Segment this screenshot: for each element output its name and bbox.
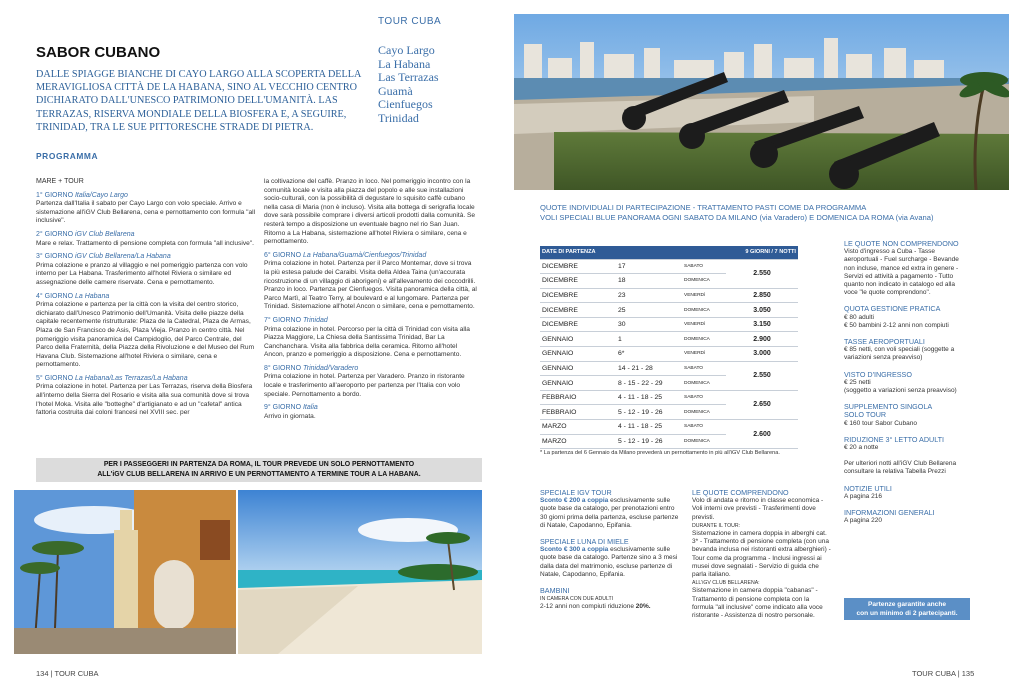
visto-note: (soggetto a variazioni senza preavviso) — [844, 387, 957, 395]
day-place: La Habana — [74, 292, 110, 300]
row-weekday: DOMENICA — [682, 376, 726, 391]
day-place: Trinidad — [302, 316, 328, 324]
day-text: la coltivazione del caffè. Pranzo in loco. Nel pomeriggio incontro con la comunità locale e visita alla piazza del popolo e alle sue installazioni socio-culturali, con la possibilità di degustare lo squisito caffè cubano nella casa di Maria (non è incluso). Visita alla bottega di serigrafia locale dove sarà possibile comprare i diversi articoli prodotti dalla comunità. Se resterà tempo a disposizione un eventuale bagno nel rio San Juan. Ritorno a La Habana, sistemazione all'hotel Riviera o similare, cena e pernottamento. — [264, 178, 476, 246]
price-row — [540, 303, 798, 318]
quote-header — [540, 203, 960, 222]
gestione-pratica-bambini: € 50 bambini 2-12 anni non compiuti — [844, 321, 949, 329]
gestione-pratica-adulti: € 80 adulti — [844, 313, 874, 321]
day-text: Prima colazione in hotel. Partenza per Varadero. Pranzo in ristorante locale e trasferimento all'aeroporto per partenza per l'Italia con volo speciale. Pernottamento a bordo. — [264, 373, 465, 398]
cities-list — [378, 44, 439, 125]
row-price: 2.650 — [726, 390, 798, 419]
visto-price: € 25 netti — [844, 378, 871, 386]
row-month: FEBBRAIO — [540, 390, 616, 405]
non-comprendono-title: LE QUOTE NON COMPRENDONO — [844, 239, 959, 248]
row-month: MARZO — [540, 434, 616, 449]
row-price: 2.600 — [726, 420, 798, 449]
bambini-percent: 20%. — [635, 603, 651, 611]
city-item: Cayo Largo — [378, 43, 435, 57]
row-weekday: SABATO — [682, 259, 726, 274]
page-title: SABOR CUBANO — [36, 44, 161, 61]
day-label — [36, 293, 109, 300]
program-day — [264, 404, 478, 421]
rome-notice-line-2: ALL'iGV CLUB BELLARENA IN ARRIVO E UN PERNOTTAMENTO A TERMINE TOUR A LA HABANA. — [97, 471, 421, 478]
luna-di-miele-title: SPECIALE LUNA DI MIELE — [540, 537, 629, 547]
program-column-1 — [36, 178, 258, 423]
day-place: iGV Club Bellarena/La Habana — [74, 253, 171, 261]
row-price: 2.900 — [726, 332, 798, 347]
row-price: 2.850 — [726, 288, 798, 303]
row-weekday: DOMENICA — [682, 274, 726, 289]
program-day — [264, 317, 478, 360]
day-label — [36, 375, 188, 382]
singola-title-1: SUPPLEMENTO SINGOLA — [844, 402, 933, 412]
informazioni-text: A pagina 220 — [844, 517, 882, 525]
mare-tour-heading: MARE + TOUR — [36, 178, 84, 185]
row-weekday: SABATO — [682, 420, 726, 435]
row-price: 2.550 — [726, 259, 798, 288]
row-days: 18 — [616, 274, 682, 289]
row-days: 4 - 11 - 18 - 25 — [616, 420, 682, 435]
row-days: 17 — [616, 259, 682, 274]
header-duration: 9 GIORNI / 7 NOTTI — [726, 246, 798, 259]
durante-tour-label: DURANTE IL TOUR: — [692, 522, 741, 529]
rome-notice-band — [36, 458, 482, 482]
day-number: 4° GIORNO — [36, 292, 74, 300]
city-item: Trinidad — [378, 110, 419, 125]
program-day — [36, 293, 258, 370]
club-label: ALL'iGV CLUB BELLARENA: — [692, 580, 760, 587]
day-label — [264, 365, 358, 372]
day-text: Arrivo in giornata. — [264, 412, 316, 420]
quote-line-roma: E DOMENICA DA ROMA — [809, 212, 894, 222]
non-comprendono-text: Visto d'ingresso a Cuba - Tasse aeroportuali - Fuel surcharge - Bevande non incluse, mance ed extra in genere - Servizi ed attività a pagamento - Tutto quanto non indicato in catalogo ed alla voce "le quote comprendono". — [844, 248, 959, 297]
row-month: DICEMBRE — [540, 303, 616, 318]
row-month: MARZO — [540, 420, 616, 435]
singola-title-2: SOLO TOUR — [844, 410, 887, 420]
comprendono-text: Volo di andata e ritorno in classe economica - Voli interni ove previsti - Trasferimenti dove previsti. — [692, 497, 824, 521]
day-label — [36, 192, 128, 199]
day-text: Prima colazione e partenza per la città con la visita del centro storico, dichiarato dall'Unesco Patrimonio dell'Umanità. Visita delle piazze della capitale recentemente ristrutturate: Plaza de la Catedral, Plaza de Armas, Plaza de San Francisco de Asis, Plaza Vieja. Pranzo in centro città. Nel pomeriggio visita panoramica del Campidoglio, del Parco Centrale, del Parco della Fraternità, della Piazza della Rivoluzione e del Museo del Rum Havana Club. Sistemazione all'hotel Riviera o similare, cena e pernottamento. — [36, 301, 255, 369]
row-weekday: VENERDì — [682, 347, 726, 362]
subtitle: DALLE SPIAGGE BIANCHE DI CAYO LARGO ALLA SCOPERTA DELLA MERAVIGLIOSA CITTÀ DE LA HABANA, SINO AL VECCHIO CENTRO DICHIARATO DALL'UNESCO PATRIMONIO DELL'UMANITÀ. LAS TERRAZAS, RISERVA MONDIALE DELLA BIOSFERA E, A SEGUIRE, TRINIDAD, TRA LE SUE PITTORESCHE STRADE DI PIETRA. — [36, 69, 361, 133]
row-month: GENNAIO — [540, 347, 616, 362]
row-weekday: SABATO — [682, 390, 726, 405]
program-day — [36, 253, 258, 287]
price-row — [540, 420, 798, 435]
section-tag: TOUR CUBA — [378, 16, 442, 27]
day-label — [36, 231, 135, 238]
city-item: Guamà — [378, 83, 413, 98]
price-table — [540, 246, 798, 449]
day-label — [264, 404, 318, 411]
quote-via-avana: (via Avana) — [895, 212, 934, 222]
row-month: DICEMBRE — [540, 317, 616, 332]
quote-header-line-1: QUOTE INDIVIDUALI DI PARTECIPAZIONE - TRATTAMENTO PASTI COME DA PROGRAMMA — [540, 203, 867, 212]
row-month: DICEMBRE — [540, 288, 616, 303]
program-day — [36, 192, 258, 226]
luna-di-miele-discount: Sconto € 300 a coppia — [540, 546, 609, 554]
notizie-text: A pagina 216 — [844, 492, 882, 500]
row-price: 3.150 — [726, 317, 798, 332]
day-place: Italia — [302, 404, 318, 412]
day-text: Prima colazione e pranzo al villaggio e nel pomeriggio partenza con volo interno per La Habana. Trasferimento all'hotel Riviera o similare ed assegnazione delle camere riservate. Cena e pernottamento. — [36, 261, 248, 286]
day-text: Mare e relax. Trattamento di pensione completa con formula "all inclusive". — [36, 239, 254, 247]
riduzione-title: RIDUZIONE 3° LETTO ADULTI — [844, 434, 945, 444]
day-text: Partenza dall'Italia il sabato per Cayo Largo con volo speciale. Arrivo e sistemazione all'iGV Club Bellarena, cena e pernottamento con formula "all inclusive". — [36, 200, 256, 225]
day-number: 8° GIORNO — [264, 364, 302, 372]
table-footnote: * La partenza del 6 Gennaio da Milano prevederà un pernottamento in più all'iGV Club Bellarena. — [540, 450, 780, 456]
singola-text: € 160 tour Sabor Cubano — [844, 419, 917, 427]
footer-right: TOUR CUBA | 135 — [912, 669, 975, 678]
price-table-header — [540, 246, 798, 259]
day-label — [264, 252, 426, 259]
row-days: 30 — [616, 317, 682, 332]
quote-header-line-2 — [540, 213, 960, 223]
day-place: Italia/Cayo Largo — [74, 191, 128, 199]
offers-column — [540, 489, 680, 620]
bambini-body: 2-12 anni non compiuti riduzione — [540, 603, 634, 611]
speciale-tour-discount: Sconto € 200 a coppia — [540, 497, 609, 505]
visto-title: VISTO D'INGRESSO — [844, 369, 912, 379]
price-row — [540, 390, 798, 405]
comprendono-column — [692, 489, 832, 620]
rome-notice-line-1: PER I PASSEGGERI IN PARTENZA DA ROMA, IL TOUR PREVEDE UN SOLO PERNOTTAMENTO — [103, 461, 415, 468]
day-label — [264, 317, 328, 324]
programma-heading: PROGRAMMA — [36, 151, 99, 161]
row-month: GENNAIO — [540, 361, 616, 376]
ulteriori-notti: Per ulteriori notti all'iGV Club Bellarena consultare la relativa Tabella Prezzi — [844, 460, 957, 476]
day-text: Prima colazione in hotel. Partenza per Las Terrazas, riserva della Biosfera all'interno della Sierra del Rosario e visita alla sua comunità dove si trova l'hotel Moka. Visita alle "botteghe" d'artigianato e ad un "cafetal" antica fattoria costruita dai coloni francesi nel XVIII sec. per — [36, 383, 253, 417]
day-number: 3° GIORNO — [36, 253, 74, 261]
day-place: La Habana/Las Terrazas/La Habana — [74, 374, 188, 382]
tasse-text: € 85 netti, con voli speciali (soggette a variazioni senza preavviso) — [844, 346, 955, 362]
row-month: GENNAIO — [540, 332, 616, 347]
day-label — [36, 253, 171, 260]
luna-di-miele-text — [540, 546, 680, 579]
day-place: La Habana/Guamà/Cienfuegos/Trinidad — [302, 251, 427, 259]
row-days: 6* — [616, 347, 682, 362]
program-day — [264, 365, 478, 399]
price-row — [540, 317, 798, 332]
price-row — [540, 361, 798, 376]
row-month: DICEMBRE — [540, 274, 616, 289]
comprendono-title: LE QUOTE COMPRENDONO — [692, 488, 789, 497]
bambini-sub: IN CAMERA CON DUE ADULTI — [540, 596, 614, 603]
partenze-line-2: con un minimo di 2 partecipanti. — [856, 610, 958, 617]
price-row — [540, 288, 798, 303]
row-days: 14 - 21 - 28 — [616, 361, 682, 376]
row-days: 1 — [616, 332, 682, 347]
row-price: 2.550 — [726, 361, 798, 390]
row-weekday: VENERDì — [682, 288, 726, 303]
quote-line-milano: VOLI SPECIALI BLUE PANORAMA OGNI SABATO DA MILANO — [540, 212, 758, 222]
speciale-tour-title: SPECIALE IGV TOUR — [540, 488, 612, 497]
row-price: 3.000 — [726, 347, 798, 362]
row-weekday: SABATO — [682, 361, 726, 376]
program-column-2 — [264, 178, 478, 426]
tasse-title: TASSE AEROPORTUALI — [844, 337, 925, 347]
day-number: 1° GIORNO — [36, 191, 74, 199]
day-number: 9° GIORNO — [264, 404, 302, 412]
footer-left: 134 | TOUR CUBA — [36, 669, 99, 678]
program-day — [36, 231, 258, 248]
trinidad-photo — [14, 490, 236, 654]
row-days: 25 — [616, 303, 682, 318]
row-month: GENNAIO — [540, 376, 616, 391]
bambini-text — [540, 603, 680, 611]
city-item: La Habana — [378, 56, 431, 71]
luna-di-miele-body: esclusivamente sulle quote base da catalogo. Partenze sino a 3 mesi dalla data del matrimonio, escluse partenze di Natale, Capodanno, Epifania. — [540, 546, 678, 578]
day-text: Prima colazione in hotel. Percorso per la città di Trinidad con visita alla Piazza Maggiore, La Chiesa della Santissima Trinidad, Bar La Canchanchara. Visita alla fabbrica della ceramica. Ritorno all'hotel Ancon, pranzo e pomeriggio a disposizione. Cena e pernottamento. — [264, 325, 470, 359]
partenze-garantite-box — [844, 598, 970, 620]
row-weekday: DOMENICA — [682, 303, 726, 318]
row-days: 5 - 12 - 19 - 26 — [616, 405, 682, 420]
gestione-pratica-title: QUOTA GESTIONE PRATICA — [844, 304, 941, 314]
price-row — [540, 332, 798, 347]
day-text: Prima colazione in hotel. Partenza per il Parco Montemar, dove si trova la più estesa palude dei Caraibi. Visita della Aldea Taina (un'accurata ricostruzione di un villaggio di aborigeni) e all'allevamento dei coccodrilli. Pranzo in loco. Partenza per Cienfuegos. Visita panoramica della città, al Parco Martì, al Teatro Terry, al boulevard e al lungomare. Partenza per Trinidad. Sistemazione all'hotel Ancon o similare, cena e pernottamento. — [264, 260, 477, 311]
city-item: Cienfuegos — [378, 97, 433, 111]
riduzione-text: € 20 a notte — [844, 444, 879, 452]
day-number: 5° GIORNO — [36, 374, 74, 382]
row-days: 4 - 11 - 18 - 25 — [616, 390, 682, 405]
day-number: 6° GIORNO — [264, 251, 302, 259]
program-day — [264, 252, 478, 312]
notizie-title: NOTIZIE UTILI — [844, 483, 892, 493]
row-days: 23 — [616, 288, 682, 303]
row-days: 8 - 15 - 22 - 29 — [616, 376, 682, 391]
side-info — [844, 240, 969, 533]
row-days: 5 - 12 - 19 - 26 — [616, 434, 682, 449]
price-row — [540, 259, 798, 274]
havana-fort-photo — [514, 14, 1009, 190]
speciale-tour-body: esclusivamente sulle quote base da catalogo, per prenotazioni entro 30 giorni prima della partenza, escluse partenze di Natale, Capodanno, Epifania. — [540, 497, 679, 529]
day-number: 2° GIORNO — [36, 230, 74, 238]
day-number: 7° GIORNO — [264, 316, 302, 324]
quote-via-varadero: (via Varadero) — [759, 212, 808, 222]
informazioni-title: INFORMAZIONI GENERALI — [844, 508, 935, 518]
row-weekday: VENERDì — [682, 317, 726, 332]
row-weekday: DOMENICA — [682, 405, 726, 420]
row-price: 3.050 — [726, 303, 798, 318]
speciale-tour-text — [540, 497, 680, 530]
row-month: DICEMBRE — [540, 259, 616, 274]
beach-photo — [238, 490, 482, 654]
row-weekday: DOMENICA — [682, 434, 726, 449]
row-weekday: DOMENICA — [682, 332, 726, 347]
day-place: iGV Club Bellarena — [74, 230, 135, 238]
partenze-line-1: Partenze garantite anche — [867, 601, 947, 608]
day-place: Trinidad/Varadero — [302, 364, 359, 372]
city-item: Las Terrazas — [378, 70, 439, 84]
header-dates: DATE DI PARTENZA — [540, 246, 726, 259]
club-text: Sistemazione in camera doppia "cabanas" - Trattamento di pensione completa con la formula "all inclusive" come indicato alla voce ristorante - Assistenza di nostro personale. — [692, 587, 823, 620]
bambini-title: BAMBINI — [540, 586, 570, 596]
price-row — [540, 347, 798, 362]
row-month: FEBBRAIO — [540, 405, 616, 420]
program-day — [36, 375, 258, 418]
durante-tour-text: Sistemazione in camera doppia in alberghi cat. 3* - Trattamento di pensione completa (con una bevanda inclusa nei ristoranti extra alberghieri) - Tour come da programma - Inclusi ingressi ai musei dove segnalati - Servizio di guida che parla italiano. — [692, 530, 831, 579]
program-day — [264, 178, 478, 247]
